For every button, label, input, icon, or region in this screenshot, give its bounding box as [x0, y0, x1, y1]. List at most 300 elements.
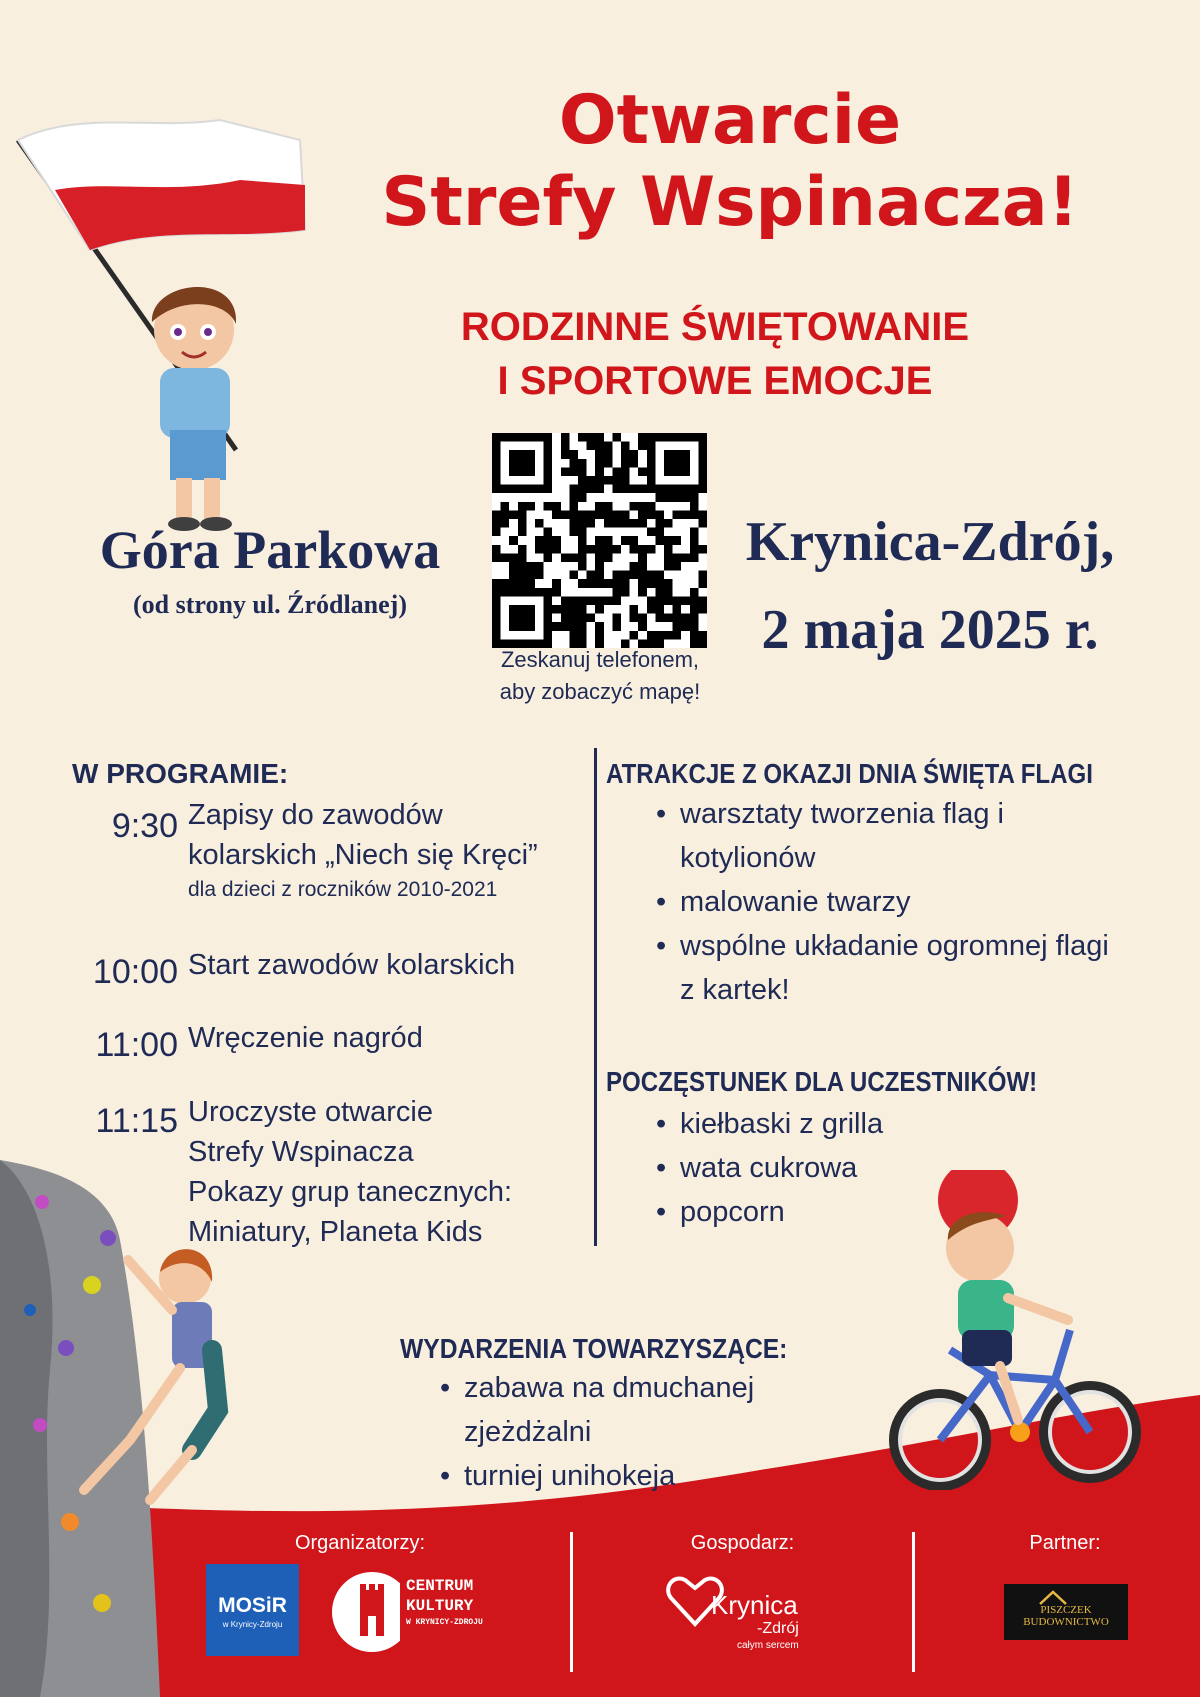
qr-module — [595, 502, 604, 511]
location-detail: (od strony ul. Źródlanej) — [133, 590, 407, 619]
qr-module — [492, 510, 501, 519]
qr-caption-line-1: Zeskanuj telefonem, — [500, 647, 700, 672]
qr-module — [621, 571, 630, 580]
qr-module — [561, 614, 570, 623]
qr-module — [698, 485, 707, 494]
qr-module — [595, 510, 604, 519]
qr-module — [509, 588, 518, 597]
qr-module — [544, 631, 553, 640]
qr-module — [638, 467, 647, 476]
qr-module — [664, 467, 673, 476]
qr-module — [673, 433, 682, 442]
title-line-1: Otwarcie — [558, 81, 902, 160]
event-place-date — [740, 498, 1120, 674]
qr-module — [518, 553, 527, 562]
qr-module — [501, 502, 510, 511]
qr-module — [655, 631, 664, 640]
qr-module — [612, 614, 621, 623]
mosir-logo-text: MOSiR — [218, 1594, 287, 1617]
qr-module — [698, 571, 707, 580]
qr-module — [621, 450, 630, 459]
qr-module — [621, 579, 630, 588]
qr-module — [518, 588, 527, 597]
qr-module — [518, 467, 527, 476]
program-time: 11:15 — [95, 1102, 178, 1140]
qr-module — [655, 433, 664, 442]
qr-module — [518, 562, 527, 571]
qr-module — [638, 545, 647, 554]
qr-module — [655, 614, 664, 623]
qr-module — [681, 493, 690, 502]
program-line: Strefy Wspinacza — [188, 1136, 414, 1168]
qr-module — [612, 545, 621, 554]
qr-module — [612, 485, 621, 494]
qr-module — [698, 459, 707, 468]
qr-module — [526, 579, 535, 588]
qr-module — [587, 545, 596, 554]
qr-module — [509, 605, 518, 614]
qr-module — [673, 562, 682, 571]
qr-module — [518, 528, 527, 537]
qr-module — [638, 562, 647, 571]
qr-module — [664, 553, 673, 562]
qr-module — [621, 459, 630, 468]
qr-module — [518, 433, 527, 442]
qr-module — [630, 605, 639, 614]
qr-module — [647, 579, 656, 588]
qr-module — [569, 622, 578, 631]
qr-module — [690, 510, 699, 519]
qr-module — [569, 553, 578, 562]
qr-module — [621, 588, 630, 597]
event-date: 2 maja 2025 r. — [761, 599, 1099, 661]
qr-module — [587, 614, 596, 623]
qr-module — [664, 545, 673, 554]
qr-module — [621, 536, 630, 545]
qr-module — [544, 485, 553, 494]
program-time: 11:00 — [95, 1026, 178, 1064]
qr-module — [690, 596, 699, 605]
qr-module — [569, 510, 578, 519]
qr-module — [578, 485, 587, 494]
qr-module — [681, 459, 690, 468]
qr-module — [698, 519, 707, 528]
qr-module — [535, 536, 544, 545]
qr-module — [655, 493, 664, 502]
krynica-logo-tag: całym sercem — [737, 1640, 799, 1651]
qr-module — [535, 545, 544, 554]
qr-module — [604, 536, 613, 545]
list-item: • kiełbaski z grilla — [656, 1102, 956, 1146]
side-events-heading: WYDARZENIA TOWARZYSZĄCE: — [400, 1333, 788, 1364]
organizers-label: Organizatorzy: — [294, 1532, 426, 1554]
qr-module — [544, 588, 553, 597]
qr-module — [647, 571, 656, 580]
qr-module — [578, 622, 587, 631]
qr-module — [612, 622, 621, 631]
qr-module — [518, 605, 527, 614]
qr-module — [690, 605, 699, 614]
qr-module — [638, 614, 647, 623]
qr-module — [509, 510, 518, 519]
qr-module — [664, 596, 673, 605]
qr-module — [690, 485, 699, 494]
qr-module — [587, 519, 596, 528]
centrum-line: CENTRUM — [406, 1577, 474, 1595]
qr-module — [681, 510, 690, 519]
qr-module — [690, 553, 699, 562]
qr-module — [673, 536, 682, 545]
qr-module — [587, 571, 596, 580]
qr-module — [578, 510, 587, 519]
qr-module — [492, 605, 501, 614]
qr-module — [673, 467, 682, 476]
qr-module — [604, 442, 613, 451]
map-qr-code[interactable] — [492, 433, 707, 648]
qr-module — [492, 476, 501, 485]
location-name: Góra Parkowa — [99, 520, 441, 580]
qr-module — [604, 476, 613, 485]
qr-module — [638, 553, 647, 562]
qr-module — [604, 579, 613, 588]
qr-module — [664, 631, 673, 640]
qr-module — [698, 433, 707, 442]
qr-module — [492, 631, 501, 640]
qr-module — [647, 528, 656, 537]
qr-module — [681, 485, 690, 494]
qr-module — [552, 502, 561, 511]
qr-module — [681, 467, 690, 476]
program-line: Zapisy do zawodów — [188, 799, 443, 831]
qr-module — [492, 553, 501, 562]
qr-module — [664, 450, 673, 459]
program-line: Miniatury, Planeta Kids — [188, 1216, 483, 1248]
food-heading: POCZĘSTUNEK DLA UCZESTNIKÓW! — [606, 1066, 1038, 1097]
qr-module — [612, 571, 621, 580]
qr-module — [518, 485, 527, 494]
qr-module — [544, 614, 553, 623]
qr-module — [509, 579, 518, 588]
qr-module — [587, 579, 596, 588]
qr-caption — [460, 644, 740, 708]
qr-module — [647, 459, 656, 468]
qr-module — [526, 571, 535, 580]
qr-module — [544, 528, 553, 537]
qr-module — [612, 510, 621, 519]
qr-module — [664, 588, 673, 597]
qr-module — [552, 545, 561, 554]
qr-module — [578, 596, 587, 605]
qr-module — [552, 510, 561, 519]
qr-module — [612, 519, 621, 528]
qr-module — [578, 467, 587, 476]
list-item: • wata cukrowa — [656, 1146, 956, 1190]
qr-module — [681, 596, 690, 605]
qr-module — [587, 510, 596, 519]
list-item: • warsztaty tworzenia flag i kotylionów — [656, 792, 1126, 880]
qr-module — [552, 579, 561, 588]
qr-module — [501, 519, 510, 528]
qr-module — [647, 605, 656, 614]
qr-module — [690, 433, 699, 442]
qr-module — [544, 596, 553, 605]
qr-module — [569, 485, 578, 494]
qr-module — [492, 588, 501, 597]
qr-module — [561, 622, 570, 631]
qr-module — [518, 510, 527, 519]
program-text — [188, 1092, 608, 1252]
list-item: • popcorn — [656, 1190, 956, 1234]
qr-module — [552, 622, 561, 631]
qr-module — [595, 476, 604, 485]
qr-module — [612, 588, 621, 597]
qr-module — [630, 545, 639, 554]
qr-module — [526, 614, 535, 623]
qr-module — [630, 571, 639, 580]
event-city: Krynica-Zdrój, — [745, 511, 1115, 573]
qr-module — [544, 553, 553, 562]
qr-module — [655, 485, 664, 494]
qr-module — [638, 579, 647, 588]
qr-module — [595, 579, 604, 588]
qr-module — [647, 476, 656, 485]
qr-module — [690, 622, 699, 631]
list-item: • turniej unihokeja — [440, 1454, 780, 1498]
qr-module — [638, 622, 647, 631]
qr-module — [578, 605, 587, 614]
qr-module — [698, 442, 707, 451]
footer-divider — [570, 1532, 573, 1672]
qr-module — [518, 571, 527, 580]
qr-module — [655, 519, 664, 528]
qr-module — [655, 536, 664, 545]
qr-module — [630, 519, 639, 528]
qr-module — [604, 553, 613, 562]
qr-module — [595, 562, 604, 571]
centrum-kultury-text — [406, 1576, 483, 1630]
qr-module — [664, 493, 673, 502]
qr-module — [535, 588, 544, 597]
qr-module — [526, 588, 535, 597]
qr-module — [673, 450, 682, 459]
centrum-line: W KRYNICY-ZDROJU — [406, 1618, 483, 1627]
qr-module — [698, 605, 707, 614]
piszczek-budownictwo-logo[interactable] — [1004, 1584, 1128, 1640]
qr-module — [664, 485, 673, 494]
qr-module — [673, 631, 682, 640]
qr-module — [518, 545, 527, 554]
qr-module — [492, 545, 501, 554]
qr-module — [509, 622, 518, 631]
qr-module — [492, 528, 501, 537]
qr-module — [501, 510, 510, 519]
mosir-logo[interactable] — [206, 1564, 299, 1656]
qr-module — [569, 605, 578, 614]
qr-module — [561, 605, 570, 614]
qr-module — [492, 579, 501, 588]
qr-module — [518, 614, 527, 623]
program-line: Uroczyste otwarcie — [188, 1096, 433, 1128]
qr-module — [509, 467, 518, 476]
qr-module — [664, 433, 673, 442]
qr-module — [552, 605, 561, 614]
centrum-kultury-emblem — [330, 1568, 400, 1656]
column-divider — [594, 748, 597, 1246]
qr-module — [578, 493, 587, 502]
qr-module — [578, 528, 587, 537]
qr-module — [501, 485, 510, 494]
partner-line: PISZCZEK — [1040, 1604, 1092, 1616]
partner-line: BUDOWNICTWO — [1023, 1616, 1109, 1628]
centrum-kultury-logo[interactable] — [330, 1568, 490, 1656]
qr-module — [630, 631, 639, 640]
qr-module — [698, 579, 707, 588]
qr-module — [569, 528, 578, 537]
qr-module — [621, 485, 630, 494]
qr-module — [492, 596, 501, 605]
qr-module — [630, 450, 639, 459]
qr-module — [690, 536, 699, 545]
qr-module — [698, 467, 707, 476]
qr-module — [509, 450, 518, 459]
qr-module — [526, 605, 535, 614]
qr-module — [535, 485, 544, 494]
qr-module — [561, 442, 570, 451]
qr-module — [638, 502, 647, 511]
qr-module — [655, 596, 664, 605]
qr-module — [578, 579, 587, 588]
qr-module — [569, 571, 578, 580]
qr-module — [544, 459, 553, 468]
qr-module — [526, 467, 535, 476]
qr-module — [509, 571, 518, 580]
qr-module — [569, 596, 578, 605]
qr-module — [681, 553, 690, 562]
qr-module — [673, 493, 682, 502]
qr-module — [647, 433, 656, 442]
qr-module — [544, 536, 553, 545]
qr-module — [647, 502, 656, 511]
qr-module — [621, 442, 630, 451]
qr-module — [569, 450, 578, 459]
krynica-logo-name: Krynica — [711, 1590, 798, 1620]
qr-module — [492, 459, 501, 468]
qr-module — [526, 459, 535, 468]
qr-module — [518, 519, 527, 528]
qr-module — [638, 571, 647, 580]
qr-module — [655, 510, 664, 519]
qr-module — [569, 614, 578, 623]
qr-module — [638, 442, 647, 451]
qr-module — [578, 614, 587, 623]
qr-module — [630, 502, 639, 511]
qr-module — [673, 605, 682, 614]
qr-module — [578, 562, 587, 571]
qr-module — [673, 485, 682, 494]
qr-module — [561, 467, 570, 476]
qr-module — [673, 459, 682, 468]
qr-module — [698, 631, 707, 640]
qr-module — [673, 510, 682, 519]
qr-module — [655, 588, 664, 597]
flag-day-list — [656, 792, 1126, 1012]
qr-module — [595, 596, 604, 605]
qr-module — [604, 596, 613, 605]
qr-module — [595, 553, 604, 562]
qr-module — [681, 622, 690, 631]
qr-module — [664, 536, 673, 545]
qr-module — [690, 614, 699, 623]
host-label: Gospodarz: — [690, 1532, 795, 1554]
qr-module — [673, 553, 682, 562]
qr-module — [655, 528, 664, 537]
centrum-line: KULTURY — [406, 1597, 474, 1615]
program-heading: W PROGRAMIE: — [72, 758, 289, 789]
qr-module — [664, 579, 673, 588]
qr-module — [681, 614, 690, 623]
qr-module — [655, 605, 664, 614]
qr-module — [501, 553, 510, 562]
qr-module — [612, 433, 621, 442]
qr-module — [578, 433, 587, 442]
qr-module — [655, 579, 664, 588]
krynica-logo[interactable] — [665, 1570, 825, 1660]
qr-module — [664, 562, 673, 571]
qr-module — [621, 510, 630, 519]
qr-module — [595, 442, 604, 451]
boy-with-flag-illustration — [0, 100, 320, 540]
qr-module — [690, 502, 699, 511]
qr-module — [655, 571, 664, 580]
qr-module — [604, 502, 613, 511]
qr-module — [492, 519, 501, 528]
qr-module — [561, 433, 570, 442]
qr-module — [518, 459, 527, 468]
qr-module — [647, 442, 656, 451]
qr-module — [612, 596, 621, 605]
qr-module — [612, 579, 621, 588]
qr-module — [509, 433, 518, 442]
qr-module — [526, 450, 535, 459]
qr-module — [690, 588, 699, 597]
qr-module — [604, 519, 613, 528]
qr-module — [509, 562, 518, 571]
qr-module — [526, 485, 535, 494]
qr-module — [630, 459, 639, 468]
qr-module — [698, 450, 707, 459]
qr-module — [492, 442, 501, 451]
qr-module — [595, 536, 604, 545]
qr-module — [595, 631, 604, 640]
boy-on-bike-illustration — [880, 1170, 1150, 1490]
qr-module — [638, 510, 647, 519]
qr-module — [569, 519, 578, 528]
qr-module — [492, 467, 501, 476]
qr-module — [638, 433, 647, 442]
qr-module — [698, 510, 707, 519]
qr-module — [698, 545, 707, 554]
qr-module — [552, 536, 561, 545]
qr-module — [638, 519, 647, 528]
qr-module — [647, 450, 656, 459]
qr-module — [595, 450, 604, 459]
qr-module — [621, 467, 630, 476]
qr-module — [690, 545, 699, 554]
qr-module — [544, 442, 553, 451]
program-text — [188, 795, 608, 905]
qr-module — [544, 605, 553, 614]
krynica-logo-sub: -Zdrój — [757, 1620, 799, 1637]
